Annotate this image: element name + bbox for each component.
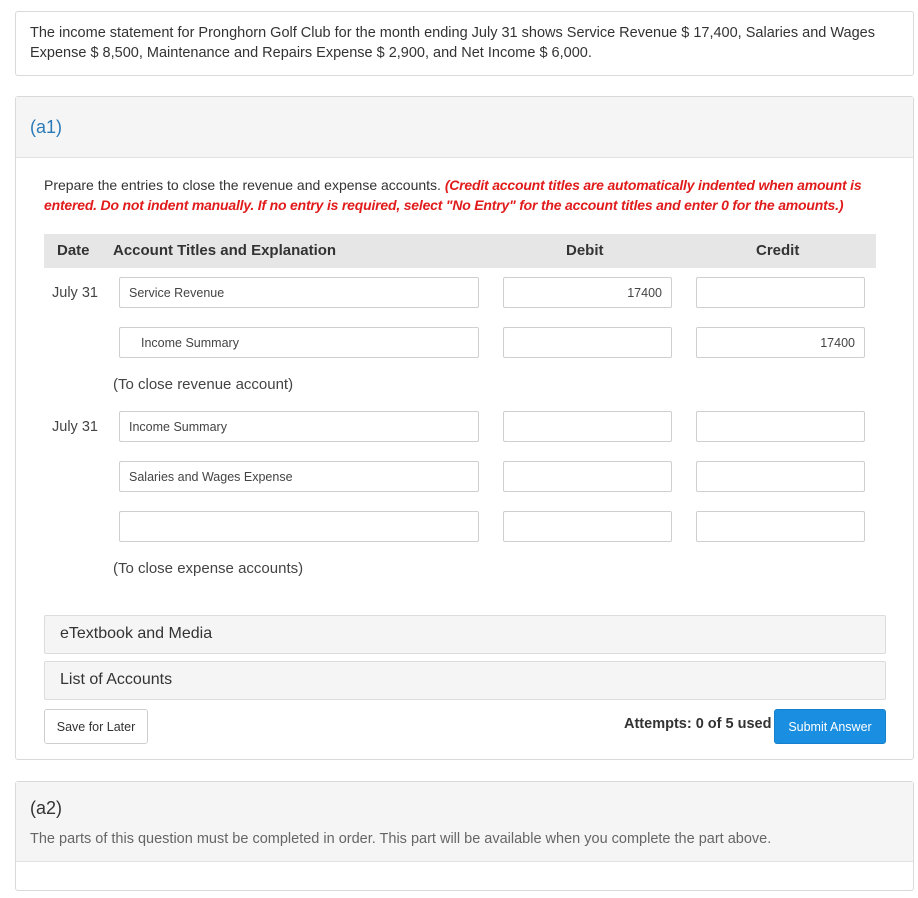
entry1-row1-credit-input[interactable] — [696, 277, 865, 308]
header-date: Date — [57, 242, 90, 259]
instructions — [44, 175, 874, 215]
instruction-note: (Credit account titles are automatically indented when amount is entered. Do not indent manually. If no entry is required, select "No Entry" for the account titles and enter 0 for the amounts.) — [44, 177, 862, 213]
entry2-row1-credit-input[interactable] — [696, 411, 865, 442]
entry2-row3-account-input[interactable] — [119, 511, 479, 542]
problem-statement — [15, 11, 914, 76]
attempts-counter: Attempts: 0 of 5 used — [624, 716, 772, 732]
entry2-row2-account-input[interactable] — [119, 461, 479, 492]
accounts-label: List of Accounts — [60, 671, 173, 688]
part-a2-note: The parts of this question must be completed in order. This part will be available when you complete the part above. — [30, 831, 772, 847]
part-a2-label: (a2) — [30, 798, 63, 818]
instruction-text: Prepare the entries to close the revenue and expense accounts. — [44, 177, 441, 193]
entry1-row2-account-input[interactable] — [119, 327, 479, 358]
list-of-accounts-toggle[interactable] — [44, 661, 886, 700]
part-a2-panel — [15, 781, 914, 891]
entry2-row3-debit-input[interactable] — [503, 511, 672, 542]
part-a2-header — [16, 782, 913, 862]
entry1-row1-debit-input[interactable] — [503, 277, 672, 308]
entry1-date: July 31 — [52, 285, 98, 301]
header-debit: Debit — [566, 242, 604, 259]
entry2-row2-debit-input[interactable] — [503, 461, 672, 492]
entry2-row1-debit-input[interactable] — [503, 411, 672, 442]
submit-answer-button[interactable]: Submit Answer — [774, 709, 886, 744]
entry1-explanation: (To close revenue account) — [113, 376, 294, 393]
etextbook-label: eTextbook and Media — [60, 625, 213, 642]
entry2-date: July 31 — [52, 419, 98, 435]
save-for-later-button[interactable]: Save for Later — [44, 709, 148, 744]
entry2-explanation: (To close expense accounts) — [113, 560, 304, 577]
header-account: Account Titles and Explanation — [113, 242, 337, 259]
part-a1-header — [16, 97, 913, 158]
header-credit: Credit — [756, 242, 800, 259]
entry2-row2-credit-input[interactable] — [696, 461, 865, 492]
problem-text: The income statement for Pronghorn Golf Club for the month ending July 31 shows Service Revenue $ 17,400, Salaries and Wages Expense $ 8,500, Maintenance and Repairs Expense $ 2,900, and Net Income $ 6,000. — [30, 25, 875, 61]
entry2-row1-account-input[interactable] — [119, 411, 479, 442]
etextbook-media-toggle[interactable] — [44, 615, 886, 654]
entry1-row2-debit-input[interactable] — [503, 327, 672, 358]
entry1-row1-account-input[interactable] — [119, 277, 479, 308]
journal-header — [44, 234, 876, 268]
part-a1-panel — [15, 96, 914, 760]
entry1-row2-credit-input[interactable] — [696, 327, 865, 358]
entry2-row3-credit-input[interactable] — [696, 511, 865, 542]
part-a1-label: (a1) — [30, 117, 63, 137]
